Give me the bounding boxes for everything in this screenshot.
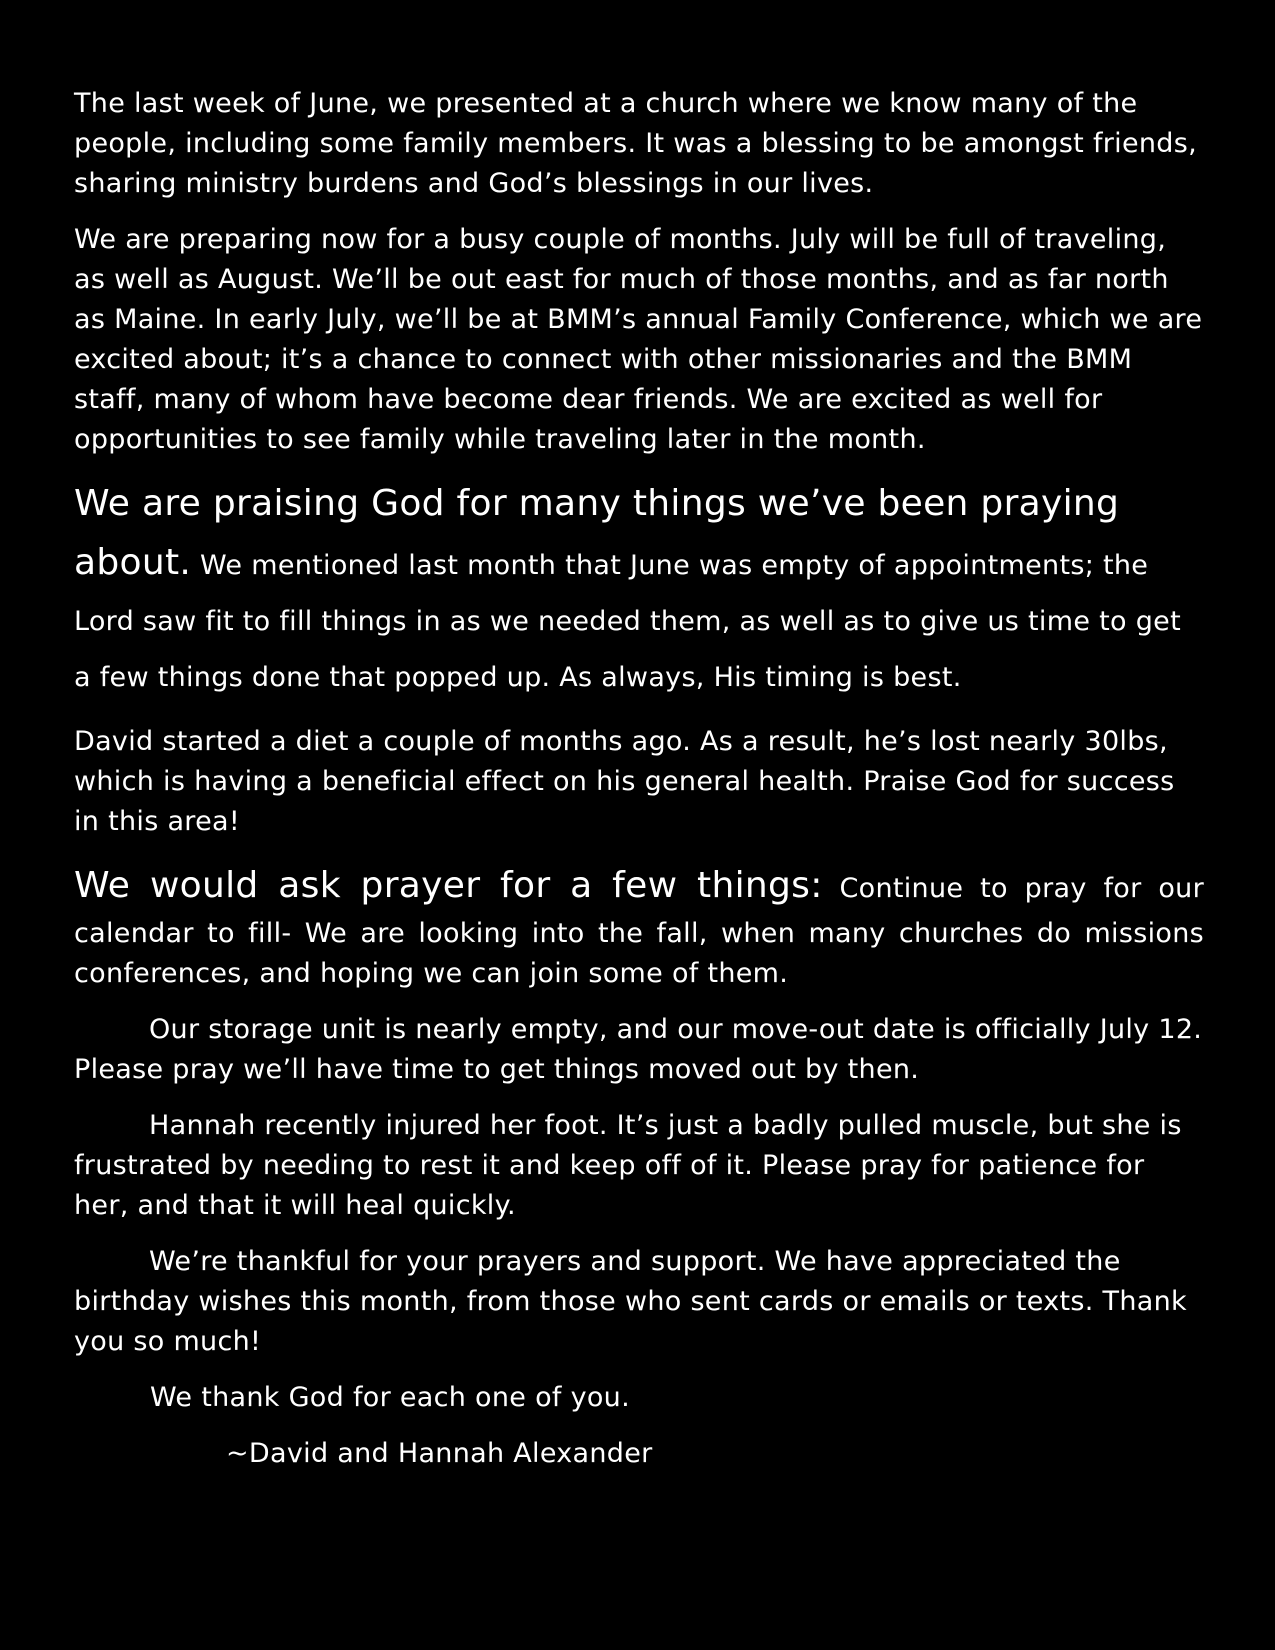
prayer-heading: We would ask prayer for a few things:	[74, 865, 823, 906]
closing-line: We thank God for each one of you.	[150, 1382, 630, 1413]
paragraph-storage-unit: Our storage unit is nearly empty, and our move-out date is officially July 12. Please pray we’ll have time to get things moved out by then.	[74, 1014, 1203, 1085]
paragraph-prayer-requests	[74, 858, 1204, 994]
paragraph-praise	[74, 476, 1204, 706]
signature: ~David and Hannah Alexander	[226, 1438, 653, 1469]
paragraph-diet: David started a diet a couple of months ago. As a result, he’s lost nearly 30lbs, which is having a beneficial effect on his general health. Praise God for success in this area!	[74, 726, 1175, 837]
prayer-text: Continue to pray for our calendar to fill- We are looking into the fall, when many churches do missions conferences, and hoping we can join some of them.	[74, 873, 1204, 989]
praise-text: We mentioned last month that June was empty of appointments; the Lord saw fit to fill things in as we needed them, as well as to give us time to get a few things done that popped up. As always, His timing is best.	[74, 550, 1181, 693]
paragraph-thanks: We’re thankful for your prayers and support. We have appreciated the birthday wishes this month, from those who sent cards or emails or texts. Thank you so much!	[74, 1246, 1187, 1357]
paragraph-hannah-foot: Hannah recently injured her foot. It’s just a badly pulled muscle, but she is frustrated by needing to rest it and keep off of it. Please pray for patience for her, and that it will heal quickly.	[74, 1110, 1182, 1221]
praise-heading: We are praising God for many things we’ve been praying about.	[74, 483, 1120, 583]
paragraph-june-presentation: The last week of June, we presented at a church where we know many of the people, including some family members. It was a blessing to be amongst friends, sharing ministry burdens and God’s blessings in our lives.	[74, 88, 1197, 199]
paragraph-busy-months: We are preparing now for a busy couple of months. July will be full of traveling, as well as August. We’ll be out east for much of those months, and as far north as Maine. In early July, we’ll be at BMM’s annual Family Conference, which we are excited about; it’s a chance to connect with other missionaries and the BMM staff, many of whom have become dear friends. We are excited as well for opportunities to see family while traveling later in the month.	[74, 224, 1203, 455]
newsletter-body	[74, 84, 1204, 1474]
